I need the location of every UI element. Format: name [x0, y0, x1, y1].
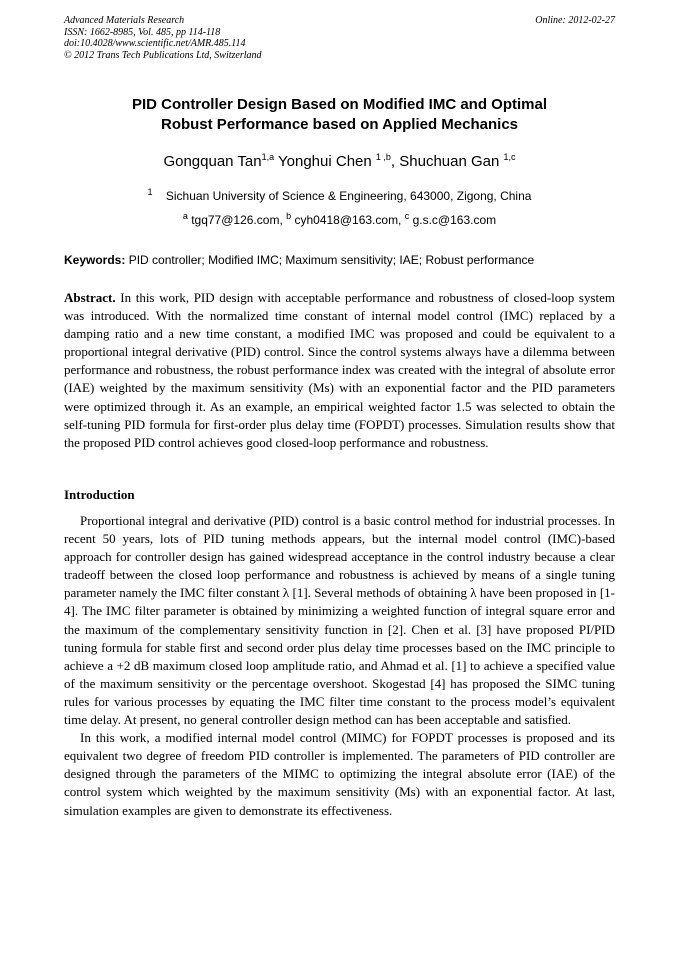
- journal-header: [64, 15, 615, 61]
- abstract: [64, 289, 615, 452]
- author-affiliation-mark: 1,a: [261, 152, 275, 162]
- email-mark: a: [182, 211, 188, 221]
- email-list: [64, 213, 615, 227]
- email-mark: c: [404, 211, 410, 221]
- journal-doi: doi:10.4028/www.scientific.net/AMR.485.114: [64, 38, 246, 49]
- author-affiliation-mark: 1,c: [503, 152, 516, 162]
- introduction-heading: Introduction: [64, 487, 135, 502]
- introduction-body: [64, 512, 615, 820]
- paragraph: Proportional integral and derivative (PID) control is a basic control method for industrial processes. In recent 50 years, lots of PID tuning methods appears, but the internal model control (IMC)-based approach for controller design has gained widespread acceptance in the control industry because a clear tradeoff between the closed loop performance and robustness is achieved by means of a single tuning parameter namely the IMC filter constant λ [1]. Several methods of obtaining λ have been proposed in [1-4]. The IMC filter parameter is obtained by minimizing a weighted function of integral square error and the maximum of the complementary sensitivity function in [2]. Chen et al. [3] have proposed PI/PID tuning formula for stable first and second order plus delay time processes based on the IMC principle to achieve a +2 dB maximum closed loop amplitude ratio, and Ahmad et al. [1] to achieve a specified value of the maximum sensitivity or the percentage overshoot. Skogestad [4] has proposed the SIMC tuning rules for various processes by equating the IMC filter time constant to the process model’s equivalent time delay. At present, no general controller design method can has been acceptable and satisfied.: [64, 513, 615, 728]
- keywords-label: Keywords:: [64, 253, 126, 267]
- author-list: Gongquan Tan$^{1,a}$ Yonghui Chen $^{1 ,b}$, Shuchuan Gan $^{1,c}$: [163, 152, 516, 170]
- paper-title: [64, 95, 615, 135]
- affiliation: [64, 189, 615, 203]
- author-name: Shuchuan Gan: [399, 153, 500, 170]
- title-line-2: Robust Performance based on Applied Mechanics: [160, 116, 519, 133]
- journal-name: Advanced Materials Research: [64, 15, 185, 26]
- journal-issn: ISSN: 1662-8985, Vol. 485, pp 114-118: [64, 26, 221, 38]
- author-affiliation-mark: 1 ,b: [375, 152, 391, 162]
- abstract-label: Abstract.: [64, 290, 116, 305]
- abstract-text: In this work, PID design with acceptable performance and robustness of closed-loop system was introduced. With the normalized time constant of internal model control (IMC) replaced by a damping ratio and a new time constant, a modified IMC was proposed and could be equivalent to a proportional integral derivative (PID) control. Since the control systems always have a dilemma between performance and robustness, the robust performance index was created with the integral of absolute error (IAE) weighted by the maximum sensitivity (Ms) with an exponential factor and the PID parameters were optimized through it. As an example, an empirical weighted factor 1.5 was selected to obtain the self-tuning PID formula for first-order plus delay time (FOPDT) processes. Simulation results show that the proposed PID control achieves good closed-loop performance and robustness.: [64, 290, 616, 450]
- affiliation-text: Sichuan University of Science & Engineering, 643000, Zigong, China: [165, 189, 532, 203]
- email-address: cyh0418@163.com,: [294, 213, 402, 227]
- email-address: tgq77@126.com,: [191, 213, 283, 227]
- author-name: Gongquan Tan: [163, 153, 262, 170]
- affiliation-mark: 1: [147, 187, 153, 197]
- author-name: Yonghui Chen: [278, 153, 372, 170]
- paragraph: In this work, a modified internal model control (MIMC) for FOPDT processes is proposed and its equivalent two degree of freedom PID controller is implemented. The parameters of PID controller are designed through the parameters of the MIMC to optimizing the integral absolute error (IAE) of the control system which weighted by the maximum sensitivity (Ms) with an exponential factor. At last, simulation examples are given to demonstrate its effectiveness.: [64, 730, 615, 818]
- keywords: [64, 253, 615, 267]
- journal-copyright: © 2012 Trans Tech Publications Ltd, Switzerland: [64, 49, 262, 61]
- keywords-text: PID controller; Modified IMC; Maximum sensitivity; IAE; Robust performance: [128, 253, 535, 267]
- title-line-1: PID Controller Design Based on Modified IMC and Optimal: [131, 96, 548, 113]
- online-date: Online: 2012-02-27: [535, 15, 615, 26]
- email-mark: b: [286, 211, 292, 221]
- email-address: g.s.c@163.com: [412, 213, 497, 227]
